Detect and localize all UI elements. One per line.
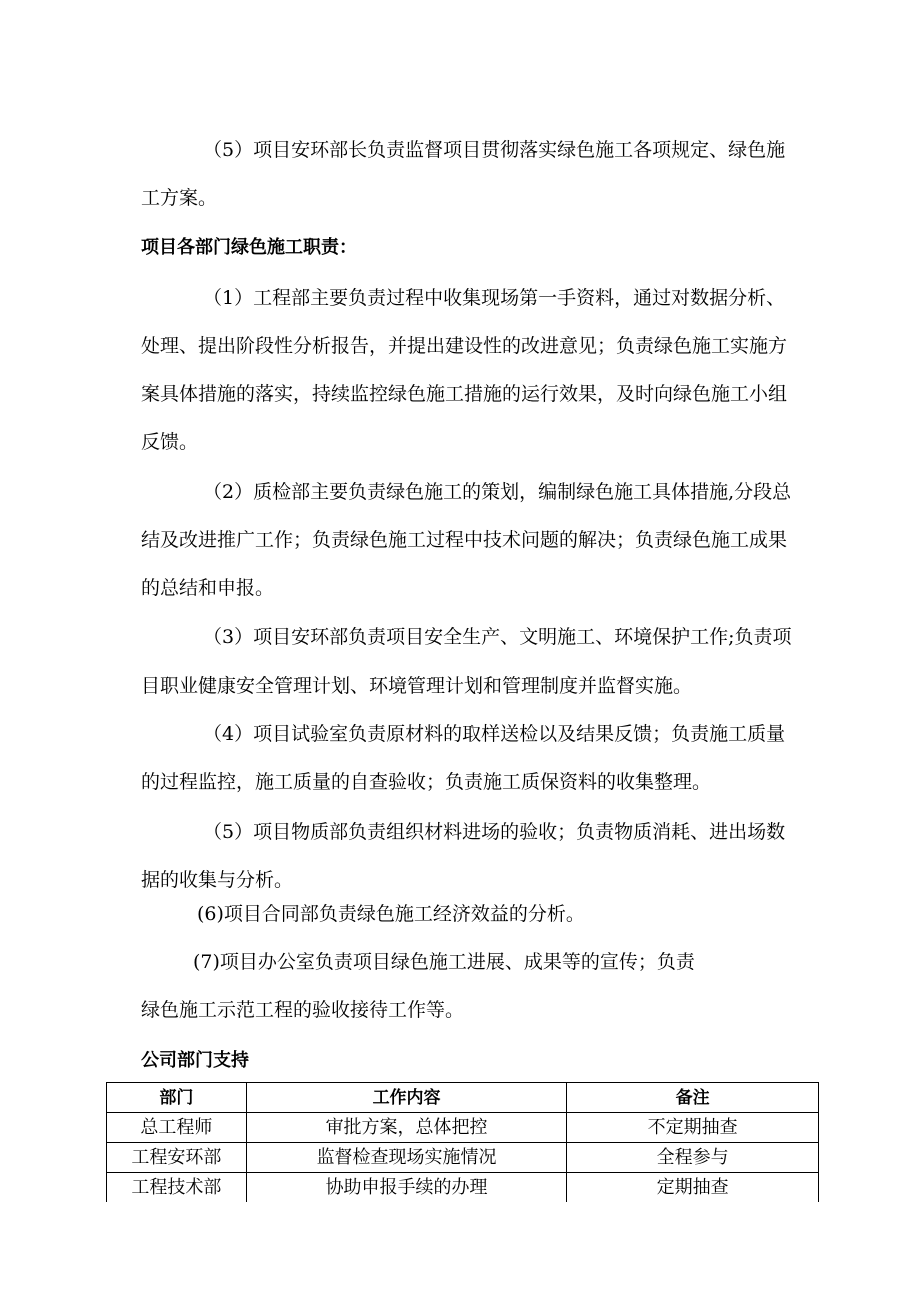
paragraph-line: 处理、提出阶段性分析报告，并提出建设性的改进意见；负责绿色施工实施方	[141, 335, 788, 357]
paragraph-line: (6)项目合同部负责绿色施工经济效益的分析。	[197, 903, 585, 925]
paragraph-line: （3）项目安环部负责项目安全生产、文明施工、环境保护工作;负责项	[203, 626, 792, 648]
table-row	[107, 1113, 819, 1143]
table-header-row	[107, 1083, 819, 1113]
paragraph-line: 工方案。	[141, 187, 218, 209]
table-header: 备注	[567, 1083, 819, 1113]
paragraph-line: 结及改进推广工作；负责绿色施工过程中技术问题的解决；负责绿色施工成果	[141, 529, 788, 551]
table-cell: 协助申报手续的办理	[246, 1173, 567, 1203]
paragraph-line: （2）质检部主要负责绿色施工的策划，编制绿色施工具体措施,分段总	[203, 481, 792, 503]
paragraph-line: (7)项目办公室负责项目绿色施工进展、成果等的宣传；负责	[193, 951, 695, 973]
table-cell: 审批方案，总体把控	[246, 1113, 567, 1143]
table-header: 工作内容	[246, 1083, 567, 1113]
paragraph-line: 绿色施工示范工程的验收接待工作等。	[141, 999, 465, 1021]
table-header: 部门	[107, 1083, 247, 1113]
table-cell: 全程参与	[567, 1143, 819, 1173]
table-row	[107, 1173, 819, 1203]
paragraph-line: 据的收集与分析。	[141, 869, 294, 891]
paragraph-line: 的过程监控，施工质量的自查验收；负责施工质保资料的收集整理。	[141, 771, 712, 793]
section-heading: 公司部门支持	[141, 1050, 249, 1071]
paragraph-line: 目职业健康安全管理计划、环境管理计划和管理制度并监督实施。	[141, 675, 693, 697]
section-heading: 项目各部门绿色施工职责：	[141, 237, 357, 258]
paragraph-line: 反馈。	[141, 431, 199, 453]
table-cell: 不定期抽查	[567, 1113, 819, 1143]
paragraph-line: （5）项目安环部长负责监督项目贯彻落实绿色施工各项规定、绿色施	[203, 139, 786, 161]
paragraph-line: 案具体措施的落实，持续监控绿色施工措施的运行效果，及时向绿色施工小组	[141, 383, 788, 405]
paragraph-line: （1）工程部主要负责过程中收集现场第一手资料，通过对数据分析、	[203, 287, 786, 309]
table-row	[107, 1143, 819, 1173]
table-cell: 定期抽查	[567, 1173, 819, 1203]
paragraph-line: （5）项目物质部负责组织材料进场的验收；负责物质消耗、进出场数	[203, 821, 786, 843]
table-cell: 工程技术部	[107, 1173, 247, 1203]
table-cell: 监督检查现场实施情况	[246, 1143, 567, 1173]
paragraph-line: （4）项目试验室负责原材料的取样送检以及结果反馈；负责施工质量	[203, 723, 786, 745]
table-cell: 总工程师	[107, 1113, 247, 1143]
paragraph-line: 的总结和申报。	[141, 577, 275, 599]
department-support-table	[106, 1082, 819, 1202]
table-cell: 工程安环部	[107, 1143, 247, 1173]
